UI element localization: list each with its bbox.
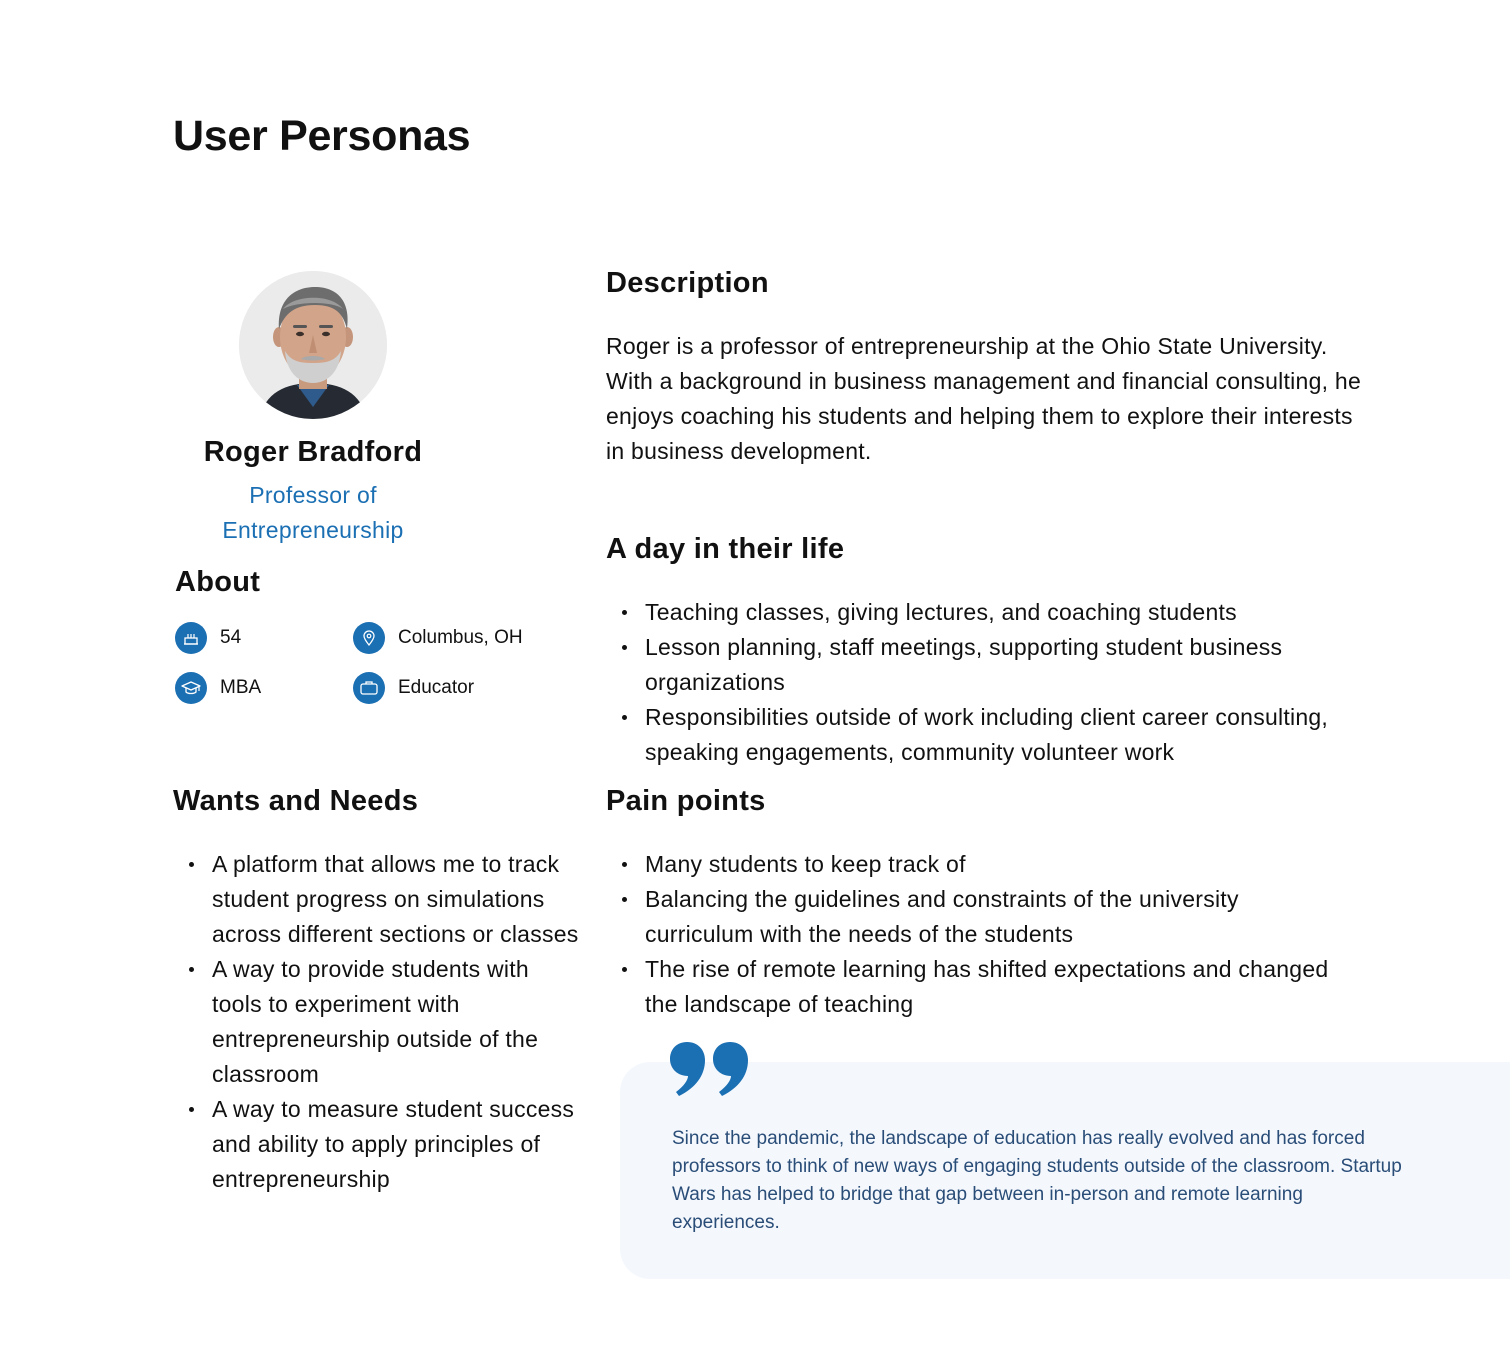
location-pin-icon bbox=[353, 622, 385, 654]
about-occupation-value: Educator bbox=[398, 677, 475, 698]
pain-points-list bbox=[645, 847, 1445, 1022]
list-item: Responsibilities outside of work including client career consulting, speaking engagements, community volunteer work bbox=[645, 700, 1405, 770]
about-location-value: Columbus, OH bbox=[398, 627, 523, 648]
description-heading: Description bbox=[606, 267, 769, 299]
wants-needs-list bbox=[212, 847, 582, 1197]
avatar-portrait bbox=[239, 271, 387, 419]
persona-role: Professor of Entrepreneurship bbox=[222, 482, 404, 543]
list-item: A way to provide students with tools to experiment with entrepreneurship outside of the classroom bbox=[212, 952, 582, 1092]
about-item-education bbox=[175, 672, 261, 704]
list-item: Teaching classes, giving lectures, and coaching students bbox=[645, 595, 1445, 630]
about-age-value: 54 bbox=[220, 627, 242, 648]
list-item: Many students to keep track of bbox=[645, 847, 1445, 882]
wants-needs-heading: Wants and Needs bbox=[173, 785, 419, 817]
persona-name: Roger Bradford bbox=[203, 436, 423, 468]
day-in-life-list bbox=[645, 595, 1445, 770]
quote-mark-icon bbox=[668, 1040, 752, 1103]
list-item: A way to measure student success and ability to apply principles of entrepreneurship bbox=[212, 1092, 582, 1197]
list-item: Balancing the guidelines and constraints of the university curriculum with the needs of the students bbox=[645, 882, 1345, 952]
briefcase-icon bbox=[353, 672, 385, 704]
about-education-value: MBA bbox=[220, 677, 262, 698]
about-item-location bbox=[353, 622, 523, 654]
page-title: User Personas bbox=[173, 112, 471, 160]
day-in-life-heading: A day in their life bbox=[606, 533, 845, 565]
pain-points-heading: Pain points bbox=[606, 785, 766, 817]
list-item: The rise of remote learning has shifted expectations and changed the landscape of teaching bbox=[645, 952, 1335, 1022]
graduation-cap-icon bbox=[175, 672, 207, 704]
list-item: A platform that allows me to track student progress on simulations across different sections or classes bbox=[212, 847, 582, 952]
quote-text: Since the pandemic, the landscape of education has really evolved and has forced professors to think of new ways of engaging students outside of the classroom. Startup Wars has helped to bridge that gap between in-person and remote learning experiences. bbox=[672, 1128, 1402, 1233]
avatar bbox=[239, 271, 387, 419]
about-item-age bbox=[175, 622, 241, 654]
about-heading: About bbox=[175, 566, 261, 598]
about-item-occupation bbox=[353, 672, 474, 704]
list-item: Lesson planning, staff meetings, supporting student business organizations bbox=[645, 630, 1385, 700]
description-text: Roger is a professor of entrepreneurship at the Ohio State University. With a background in business management and financial consulting, he enjoys coaching his students and helping them to explore their interests in business development. bbox=[606, 333, 1361, 464]
cake-icon bbox=[175, 622, 207, 654]
